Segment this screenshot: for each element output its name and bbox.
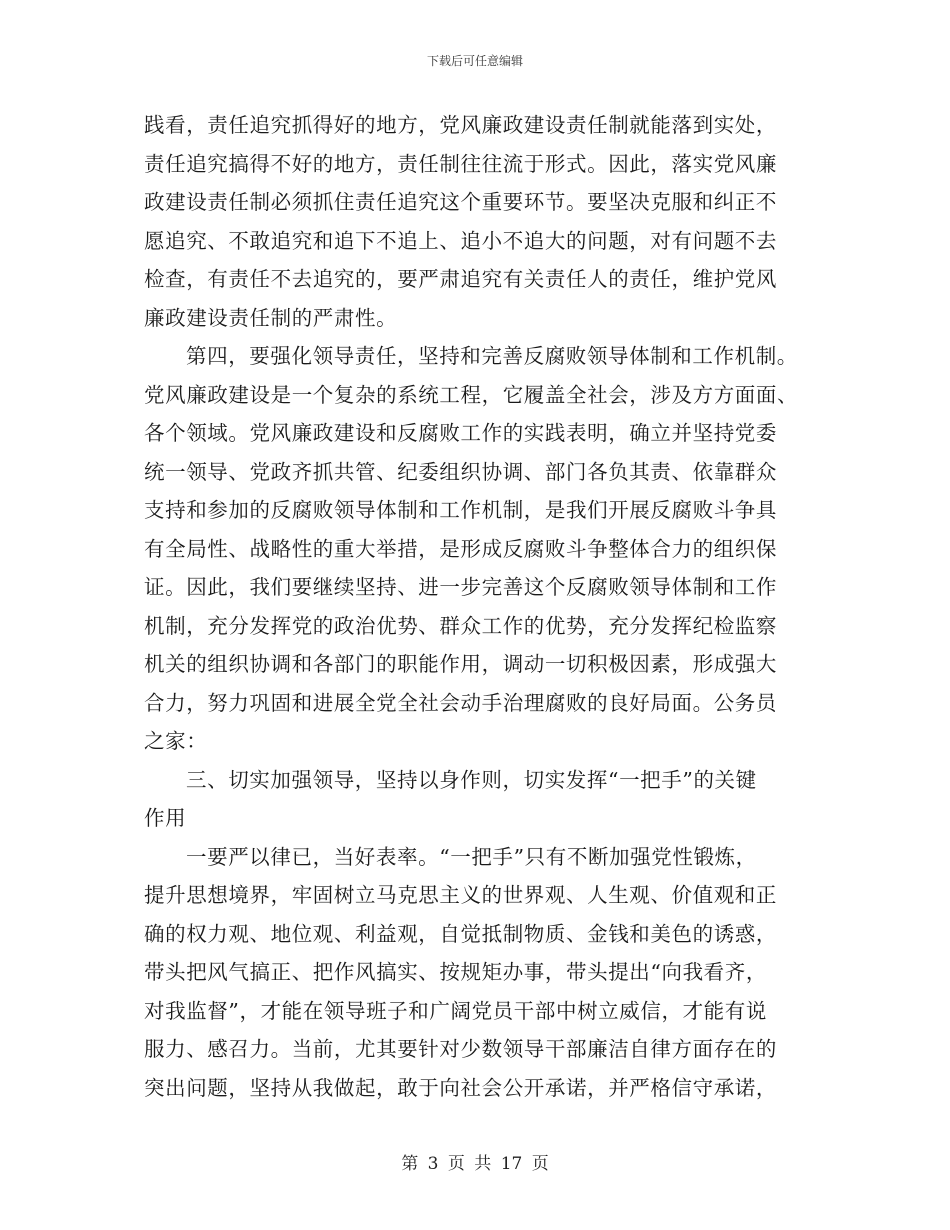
paragraph-start-line: 一要严以律已，当好表率。“一把手”只有不断加强党性锻炼， [186, 844, 757, 869]
text-line: 支持和参加的反腐败领导体制和工作机制，是我们开展反腐败斗争具 [144, 498, 777, 522]
text-line: 合力，努力巩固和进展全党全社会动手治理腐败的良好局面。公务员 [144, 690, 777, 715]
paragraph-start-line: 第四，要强化领导责任，坚持和完善反腐败领导体制和工作机制。 [186, 344, 798, 368]
text-line: 各个领域。党风廉政建设和反腐败工作的实践表明，确立并坚持党委 [144, 421, 777, 445]
text-line: 机关的组织协调和各部门的职能作用，调动一切积极因素，形成强大 [144, 652, 777, 676]
text-line: 确的权力观、地位观、利益观，自觉抵制物质、金钱和美色的诱惑， [144, 921, 777, 946]
text-line: 责任追究搞得不好的地方，责任制往往流于形式。因此，落实党风廉 [144, 151, 777, 176]
text-line: 突出问题，坚持从我做起，敢于向社会公开承诺，并严格信守承诺， [144, 1075, 777, 1100]
text-line: 服力、感召力。当前，尤其要针对少数领导干部廉洁自律方面存在的 [144, 1037, 777, 1061]
text-line: 对我监督”，才能在领导班子和广阔党员干部中树立威信，才能有说 [144, 998, 767, 1023]
section-heading-line: 作用 [144, 806, 187, 830]
text-line: 党风廉政建设是一个复杂的系统工程，它履盖全社会，涉及方方面面、 [144, 382, 799, 407]
text-line: 政建设责任制必须抓住责任追究这个重要环节。要坚决克服和纠正不 [144, 190, 777, 214]
text-line: 证。因此，我们要继续坚持、进一步完善这个反腐败领导体制和工作 [144, 575, 777, 599]
text-line: 检查，有责任不去追究的，要严肃追究有关责任人的责任，维护党风 [144, 267, 777, 291]
text-line: 带头把风气搞正、把作风搞实、按规矩办事，带头提出“向我看齐， [144, 960, 767, 984]
text-line: 廉政建设责任制的严肃性。 [144, 305, 398, 330]
text-line: 践看，责任追究抓得好的地方，党风廉政建设责任制就能落到实处， [144, 113, 777, 137]
document-body [144, 106, 819, 1107]
page-number: 第 3 页 共 17 页 [401, 1154, 549, 1174]
text-line: 机制，充分发挥党的政治优势、群众工作的优势，充分发挥纪检监察 [144, 613, 777, 638]
text-line: 愿追究、不敢追究和追下不追上、追小不追大的问题，对有问题不去 [144, 228, 777, 253]
section-heading-line: 三、切实加强领导，坚持以身作则，切实发挥“一把手”的关键 [186, 767, 757, 792]
text-line: 提升思想境界，牢固树立马克思主义的世界观、人生观、价值观和正 [144, 883, 777, 907]
page-header: 下载后可任意编辑 [426, 54, 523, 68]
text-line: 统一领导、党政齐抓共管、纪委组织协调、部门各负其责、依靠群众 [144, 459, 777, 484]
text-line: 有全局性、战略性的重大举措，是形成反腐败斗争整体合力的组织保 [144, 536, 777, 561]
text-line: 之家： [144, 729, 208, 753]
